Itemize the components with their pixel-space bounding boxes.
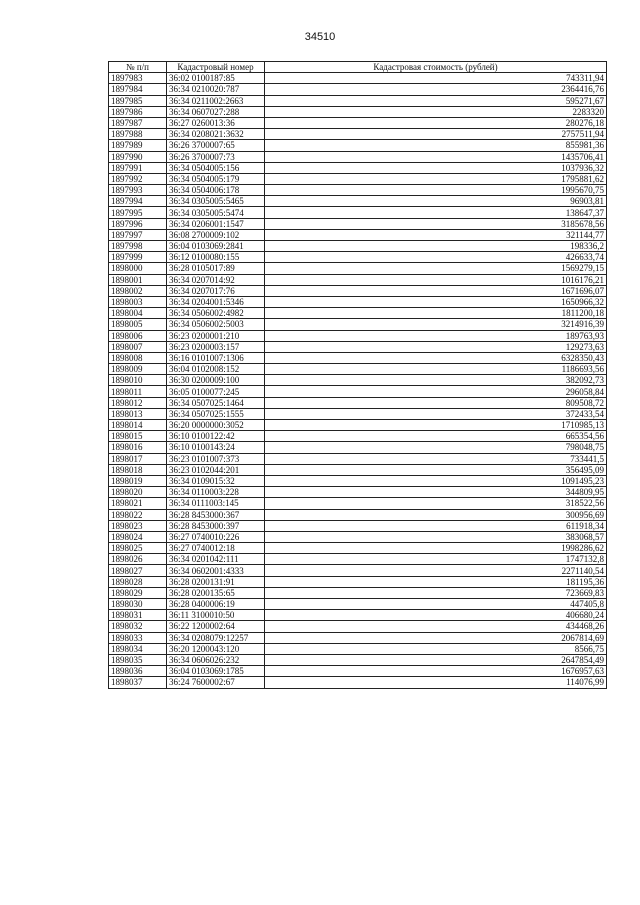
cadastral-value: 434468,26 xyxy=(265,621,607,632)
cadastral-value: 1650966,32 xyxy=(265,296,607,307)
table-row xyxy=(109,162,607,173)
cadastral-value: 743311,94 xyxy=(265,73,607,84)
cadastral-value: 809508,72 xyxy=(265,397,607,408)
cadastral-value: 2067814,69 xyxy=(265,632,607,643)
row-number: 1897984 xyxy=(109,84,167,95)
cadastral-value: 321144,77 xyxy=(265,229,607,240)
cadastral-number: 36:34 0305005:5465 xyxy=(167,196,265,207)
cadastral-number: 36:34 0207017:76 xyxy=(167,285,265,296)
cadastral-value: 2364416,76 xyxy=(265,84,607,95)
row-number: 1897993 xyxy=(109,185,167,196)
cadastral-number: 36:34 0208021:3632 xyxy=(167,129,265,140)
cadastral-value: 300956,69 xyxy=(265,509,607,520)
cadastral-value: 611918,34 xyxy=(265,520,607,531)
cadastral-value: 138647,37 xyxy=(265,207,607,218)
row-number: 1898030 xyxy=(109,599,167,610)
cadastral-number: 36:05 0100077:245 xyxy=(167,386,265,397)
cadastral-value: 1710985,13 xyxy=(265,420,607,431)
row-number: 1898028 xyxy=(109,576,167,587)
cadastral-value: 344809,95 xyxy=(265,487,607,498)
cadastral-number: 36:34 0206001:1547 xyxy=(167,218,265,229)
table-row xyxy=(109,274,607,285)
table-row xyxy=(109,229,607,240)
row-number: 1898010 xyxy=(109,375,167,386)
cadastral-number: 36:23 0200003:157 xyxy=(167,341,265,352)
table-row xyxy=(109,632,607,643)
table-row xyxy=(109,117,607,128)
cadastral-number: 36:23 0102044:201 xyxy=(167,464,265,475)
cadastral-number: 36:28 8453000:397 xyxy=(167,520,265,531)
cadastral-value: 1811200,18 xyxy=(265,308,607,319)
row-number: 1897991 xyxy=(109,162,167,173)
table-row xyxy=(109,431,607,442)
cadastral-number: 36:34 0109015:32 xyxy=(167,475,265,486)
table-row xyxy=(109,352,607,363)
cadastral-number: 36:28 0400006:19 xyxy=(167,599,265,610)
cadastral-value: 798048,75 xyxy=(265,442,607,453)
cadastral-number: 36:11 3100010:50 xyxy=(167,610,265,621)
cadastral-value: 855981,36 xyxy=(265,140,607,151)
cadastral-value: 2757511,94 xyxy=(265,129,607,140)
header-cadastral-number: Кадастровый номер xyxy=(167,62,265,73)
cadastral-number: 36:34 0211002:2663 xyxy=(167,95,265,106)
cadastral-table xyxy=(108,61,607,689)
table-row xyxy=(109,73,607,84)
cadastral-number: 36:10 0100143:24 xyxy=(167,442,265,453)
cadastral-value: 1995670,75 xyxy=(265,185,607,196)
cadastral-number: 36:23 0200001:210 xyxy=(167,330,265,341)
row-number: 1898016 xyxy=(109,442,167,453)
row-number: 1898036 xyxy=(109,666,167,677)
row-number: 1898018 xyxy=(109,464,167,475)
cadastral-number: 36:34 0207014:92 xyxy=(167,274,265,285)
cadastral-value: 1671696,07 xyxy=(265,285,607,296)
table-row xyxy=(109,621,607,632)
table-row xyxy=(109,408,607,419)
cadastral-value: 426633,74 xyxy=(265,252,607,263)
cadastral-value: 2647854,49 xyxy=(265,654,607,665)
cadastral-number: 36:26 3700007:73 xyxy=(167,151,265,162)
cadastral-value: 1676957,63 xyxy=(265,666,607,677)
cadastral-number: 36:34 0504005:156 xyxy=(167,162,265,173)
cadastral-value: 733441,5 xyxy=(265,453,607,464)
table-row xyxy=(109,666,607,677)
cadastral-value: 1569279,15 xyxy=(265,263,607,274)
cadastral-number: 36:04 0102008:152 xyxy=(167,364,265,375)
row-number: 1898037 xyxy=(109,677,167,688)
cadastral-number: 36:34 0110003:228 xyxy=(167,487,265,498)
table-row xyxy=(109,487,607,498)
row-number: 1898005 xyxy=(109,319,167,330)
cadastral-number: 36:26 3700007:65 xyxy=(167,140,265,151)
cadastral-number: 36:28 8453000:367 xyxy=(167,509,265,520)
header-cadastral-value: Кадастровая стоимость (рублей) xyxy=(265,62,607,73)
row-number: 1898022 xyxy=(109,509,167,520)
cadastral-value: 6328350,43 xyxy=(265,352,607,363)
table-row xyxy=(109,442,607,453)
table-row xyxy=(109,498,607,509)
row-number: 1897985 xyxy=(109,95,167,106)
cadastral-number: 36:34 0208079:12257 xyxy=(167,632,265,643)
table-row xyxy=(109,106,607,117)
cadastral-number: 36:27 0260013:36 xyxy=(167,117,265,128)
row-number: 1897988 xyxy=(109,129,167,140)
row-number: 1898009 xyxy=(109,364,167,375)
row-number: 1898024 xyxy=(109,531,167,542)
table-row xyxy=(109,129,607,140)
cadastral-number: 36:27 0740012:18 xyxy=(167,543,265,554)
cadastral-number: 36:34 0210020:787 xyxy=(167,84,265,95)
table-row xyxy=(109,364,607,375)
cadastral-value: 356495,09 xyxy=(265,464,607,475)
row-number: 1897990 xyxy=(109,151,167,162)
cadastral-number: 36:34 0602001:4333 xyxy=(167,565,265,576)
row-number: 1898012 xyxy=(109,397,167,408)
cadastral-number: 36:34 0507025:1555 xyxy=(167,408,265,419)
row-number: 1897995 xyxy=(109,207,167,218)
cadastral-value: 1091495,23 xyxy=(265,475,607,486)
cadastral-number: 36:23 0101007:373 xyxy=(167,453,265,464)
table-row xyxy=(109,554,607,565)
cadastral-number: 36:34 0607027:288 xyxy=(167,106,265,117)
row-number: 1898008 xyxy=(109,352,167,363)
cadastral-value: 1795881,62 xyxy=(265,173,607,184)
cadastral-value: 114076,99 xyxy=(265,677,607,688)
header-row xyxy=(109,62,607,73)
cadastral-value: 406680,24 xyxy=(265,610,607,621)
cadastral-value: 280276,18 xyxy=(265,117,607,128)
row-number: 1898015 xyxy=(109,431,167,442)
cadastral-value: 372433,54 xyxy=(265,408,607,419)
cadastral-number: 36:28 0200131:91 xyxy=(167,576,265,587)
table-row xyxy=(109,531,607,542)
table-row xyxy=(109,196,607,207)
cadastral-value: 3214916,39 xyxy=(265,319,607,330)
cadastral-value: 1435706,41 xyxy=(265,151,607,162)
cadastral-number: 36:04 0103069:1785 xyxy=(167,666,265,677)
table-row xyxy=(109,319,607,330)
cadastral-value: 665354,56 xyxy=(265,431,607,442)
table-row xyxy=(109,285,607,296)
cadastral-value: 318522,56 xyxy=(265,498,607,509)
table-row xyxy=(109,173,607,184)
row-number: 1898014 xyxy=(109,420,167,431)
cadastral-number: 36:34 0507025:1464 xyxy=(167,397,265,408)
row-number: 1897983 xyxy=(109,73,167,84)
cadastral-value: 296058,84 xyxy=(265,386,607,397)
cadastral-number: 36:20 1200043:120 xyxy=(167,643,265,654)
cadastral-number: 36:16 0101007:1306 xyxy=(167,352,265,363)
row-number: 1898035 xyxy=(109,654,167,665)
row-number: 1898020 xyxy=(109,487,167,498)
row-number: 1897998 xyxy=(109,241,167,252)
table-row xyxy=(109,140,607,151)
header-number: № п/п xyxy=(109,62,167,73)
row-number: 1897986 xyxy=(109,106,167,117)
table-row xyxy=(109,308,607,319)
row-number: 1898021 xyxy=(109,498,167,509)
cadastral-value: 189763,93 xyxy=(265,330,607,341)
cadastral-number: 36:10 0100122:42 xyxy=(167,431,265,442)
row-number: 1898002 xyxy=(109,285,167,296)
cadastral-number: 36:24 7600002:67 xyxy=(167,677,265,688)
row-number: 1898003 xyxy=(109,296,167,307)
cadastral-value: 383068,57 xyxy=(265,531,607,542)
cadastral-value: 1016176,21 xyxy=(265,274,607,285)
cadastral-number: 36:12 0100080:155 xyxy=(167,252,265,263)
cadastral-number: 36:04 0103069:2841 xyxy=(167,241,265,252)
cadastral-value: 198336,2 xyxy=(265,241,607,252)
cadastral-number: 36:22 1200002:64 xyxy=(167,621,265,632)
cadastral-value: 1186693,56 xyxy=(265,364,607,375)
table-row xyxy=(109,207,607,218)
cadastral-number: 36:02 0100187:85 xyxy=(167,73,265,84)
row-number: 1898032 xyxy=(109,621,167,632)
row-number: 1897997 xyxy=(109,229,167,240)
row-number: 1898033 xyxy=(109,632,167,643)
row-number: 1897989 xyxy=(109,140,167,151)
table-row xyxy=(109,643,607,654)
table-row xyxy=(109,218,607,229)
cadastral-number: 36:34 0506002:5003 xyxy=(167,319,265,330)
cadastral-value: 96903,81 xyxy=(265,196,607,207)
table-row xyxy=(109,587,607,598)
table-row xyxy=(109,475,607,486)
table-row xyxy=(109,610,607,621)
row-number: 1898001 xyxy=(109,274,167,285)
row-number: 1897987 xyxy=(109,117,167,128)
row-number: 1898013 xyxy=(109,408,167,419)
cadastral-value: 1998286,62 xyxy=(265,543,607,554)
table-row xyxy=(109,654,607,665)
row-number: 1898034 xyxy=(109,643,167,654)
row-number: 1898029 xyxy=(109,587,167,598)
table-row xyxy=(109,599,607,610)
table-body xyxy=(109,73,607,688)
table-header xyxy=(109,62,607,73)
cadastral-value: 595271,67 xyxy=(265,95,607,106)
row-number: 1898011 xyxy=(109,386,167,397)
row-number: 1897996 xyxy=(109,218,167,229)
table-row xyxy=(109,397,607,408)
row-number: 1898031 xyxy=(109,610,167,621)
table-row xyxy=(109,241,607,252)
cadastral-number: 36:28 0105017:89 xyxy=(167,263,265,274)
table-row xyxy=(109,375,607,386)
cadastral-number: 36:34 0504006:178 xyxy=(167,185,265,196)
row-number: 1898006 xyxy=(109,330,167,341)
table-row xyxy=(109,330,607,341)
cadastral-value: 2271140,54 xyxy=(265,565,607,576)
row-number: 1898023 xyxy=(109,520,167,531)
table-row xyxy=(109,84,607,95)
row-number: 1897999 xyxy=(109,252,167,263)
table-row xyxy=(109,296,607,307)
table-row xyxy=(109,420,607,431)
cadastral-value: 181195,36 xyxy=(265,576,607,587)
table-row xyxy=(109,185,607,196)
cadastral-value: 3185678,56 xyxy=(265,218,607,229)
table-row xyxy=(109,576,607,587)
table-row xyxy=(109,565,607,576)
row-number: 1898000 xyxy=(109,263,167,274)
cadastral-value: 382092,73 xyxy=(265,375,607,386)
row-number: 1898019 xyxy=(109,475,167,486)
cadastral-number: 36:34 0305005:5474 xyxy=(167,207,265,218)
table-row xyxy=(109,386,607,397)
cadastral-number: 36:30 0200009:100 xyxy=(167,375,265,386)
table-row xyxy=(109,263,607,274)
cadastral-number: 36:27 0740010:226 xyxy=(167,531,265,542)
row-number: 1897994 xyxy=(109,196,167,207)
cadastral-number: 36:34 0506002:4982 xyxy=(167,308,265,319)
cadastral-number: 36:34 0111003:145 xyxy=(167,498,265,509)
table-row xyxy=(109,341,607,352)
row-number: 1898026 xyxy=(109,554,167,565)
cadastral-value: 2283320 xyxy=(265,106,607,117)
table-row xyxy=(109,509,607,520)
cadastral-number: 36:20 0000000:3052 xyxy=(167,420,265,431)
row-number: 1898007 xyxy=(109,341,167,352)
table-row xyxy=(109,677,607,688)
row-number: 1897992 xyxy=(109,173,167,184)
cadastral-value: 129273,63 xyxy=(265,341,607,352)
page-number: 34510 xyxy=(304,31,336,43)
table-row xyxy=(109,520,607,531)
cadastral-number: 36:28 0200135:65 xyxy=(167,587,265,598)
cadastral-number: 36:34 0201042:111 xyxy=(167,554,265,565)
cadastral-number: 36:34 0504005:179 xyxy=(167,173,265,184)
table-row xyxy=(109,95,607,106)
cadastral-value: 723669,83 xyxy=(265,587,607,598)
cadastral-value: 1037936,32 xyxy=(265,162,607,173)
cadastral-number: 36:34 0204001:5346 xyxy=(167,296,265,307)
row-number: 1898025 xyxy=(109,543,167,554)
table-row xyxy=(109,543,607,554)
row-number: 1898004 xyxy=(109,308,167,319)
cadastral-number: 36:08 2700009:102 xyxy=(167,229,265,240)
table-row xyxy=(109,151,607,162)
cadastral-value: 447405,8 xyxy=(265,599,607,610)
row-number: 1898017 xyxy=(109,453,167,464)
table-row xyxy=(109,453,607,464)
cadastral-value: 8566,75 xyxy=(265,643,607,654)
table-row xyxy=(109,252,607,263)
cadastral-value: 1747132,8 xyxy=(265,554,607,565)
cadastral-number: 36:34 0606026:232 xyxy=(167,654,265,665)
table-row xyxy=(109,464,607,475)
row-number: 1898027 xyxy=(109,565,167,576)
